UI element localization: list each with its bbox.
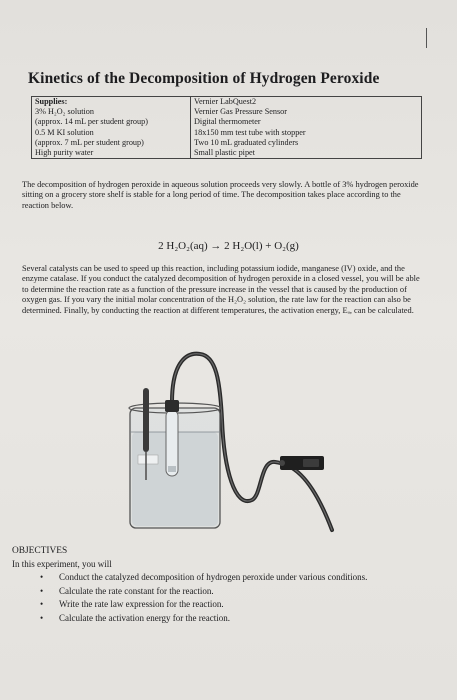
body-paragraph: Several catalysts can be used to speed up this reaction, including potassium iodide, manganese (IV) oxide, and the enzyme catalase. If you conduct the catalyzed decomposition of hydrogen peroxide in a closed vessel, you will be able to determine the reaction rate as a function of the pressure increase in the vessel that is caused by the production of oxygen gas. If you vary the initial molar concentration of the H₂O₂ solution, the rate law for the reaction can also be determined. Finally, by conducting the reaction at different temperatures, the activation energy, Eₐ, can be calculated. xyxy=(22,264,420,315)
supply-item: Two 10 mL graduated cylinders xyxy=(194,137,299,147)
objective-text: Conduct the catalyzed decomposition of hydrogen peroxide under various conditions. xyxy=(59,572,368,582)
bullet-icon: • xyxy=(40,572,44,582)
supplies-table xyxy=(31,96,422,159)
supplies-right-column xyxy=(191,97,422,159)
bullet-icon: • xyxy=(40,599,44,610)
supply-item: 3% H₂O₂ solution xyxy=(35,107,94,117)
supplies-heading: Supplies: xyxy=(35,97,68,106)
objective-text: Calculate the rate constant for the reaction. xyxy=(59,585,214,596)
intro-paragraph: The decomposition of hydrogen peroxide in aqueous solution proceeds very slowly. A bottle of 3% hydrogen peroxide sitting on a grocery store shelf is stable for a long period of time. The decomposition takes place according to the reaction below. xyxy=(22,180,419,210)
supply-item: (approx. 7 mL per student group) xyxy=(35,137,144,147)
supply-item: Vernier LabQuest2 xyxy=(194,97,257,106)
supply-item: (approx. 14 mL per student group) xyxy=(35,117,148,127)
supply-item: 18x150 mm test tube with stopper xyxy=(194,127,306,137)
objectives-list xyxy=(40,571,367,626)
supply-item: 0.5 M KI solution xyxy=(35,127,94,137)
document-title: Kinetics of the Decomposition of Hydrogen Peroxide xyxy=(28,70,380,87)
reaction-equation: 2 H₂O₂(aq) → 2 H₂O(l) + O₂(g) xyxy=(158,240,299,252)
supply-item: Small plastic pipet xyxy=(194,148,255,158)
apparatus-illustration xyxy=(100,340,350,540)
supply-item: Vernier Gas Pressure Sensor xyxy=(194,107,287,117)
page-mark xyxy=(426,28,427,48)
objectives-heading: OBJECTIVES xyxy=(12,546,68,556)
bullet-icon: • xyxy=(40,585,44,596)
objective-text: Write the rate law expression for the reaction. xyxy=(59,599,224,610)
list-item xyxy=(40,585,367,599)
supply-item: High purity water xyxy=(35,148,94,158)
supplies-left-column xyxy=(32,97,191,159)
list-item xyxy=(40,571,367,585)
list-item xyxy=(40,612,367,626)
objectives-intro: In this experiment, you will xyxy=(12,559,112,569)
gas-pressure-sensor xyxy=(279,456,324,470)
list-item xyxy=(40,598,367,612)
test-tube xyxy=(165,400,179,476)
supply-item: Digital thermometer xyxy=(194,117,261,127)
objective-text: Calculate the activation energy for the reaction. xyxy=(59,613,231,624)
bullet-icon: • xyxy=(40,613,44,624)
